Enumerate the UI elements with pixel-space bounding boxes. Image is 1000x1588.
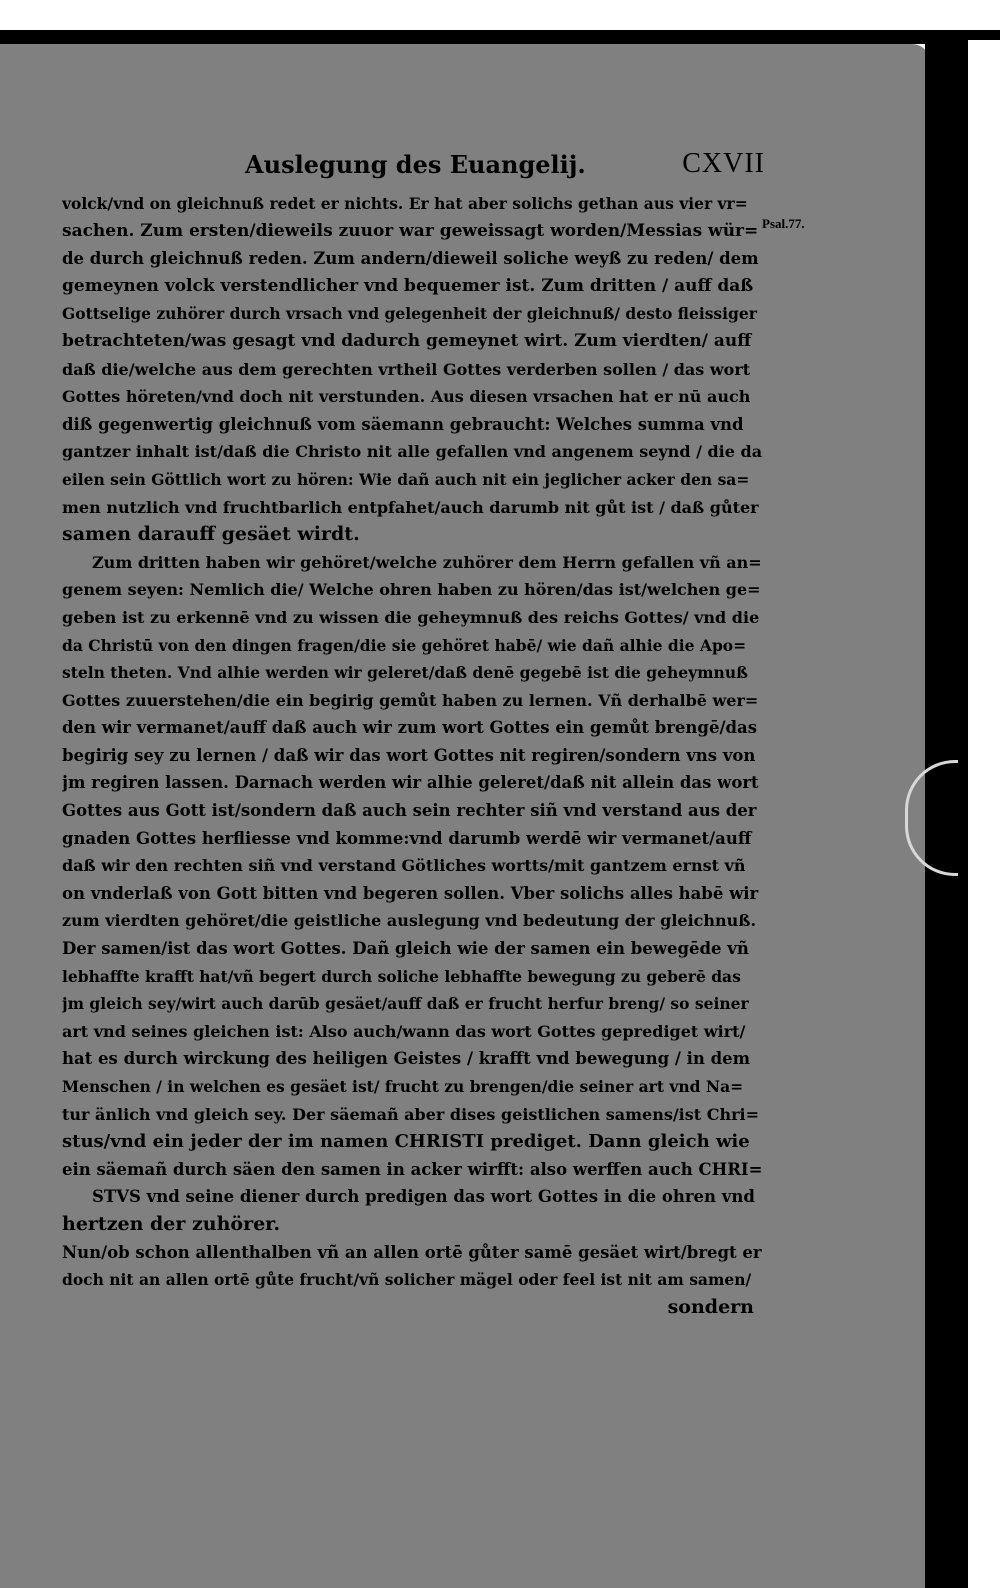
scan-background-right — [968, 40, 1000, 1588]
text-line: tur änlich vnd gleich sey. Der säemañ aber dises geistlichen samens/ist Chri= — [62, 1104, 759, 1124]
text-line: stus/vnd ein jeder der im namen CHRISTI prediget. Dann gleich wie — [62, 1131, 750, 1153]
text-line: Nun/ob schon allenthalben vñ an allen ortē gůter samē gesäet wirt/bregt er — [62, 1242, 762, 1262]
text-line: sondern — [667, 1295, 754, 1318]
folio-number: CXVII — [682, 148, 765, 179]
text-line: gemeynen volck verstendlicher vnd bequemer ist. Zum dritten / auff daß — [62, 275, 754, 296]
text-line: Gottselige zuhörer durch vrsach vnd gelegenheit der gleichnuß/ desto fleissiger — [62, 304, 757, 324]
text-line: ein säemañ durch säen den samen in acker wirfft: also werffen auch CHRI= — [62, 1159, 762, 1179]
text-line: Gottes höreten/vnd doch nit verstunden. Aus diesen vrsachen hat er nū auch — [62, 387, 751, 407]
text-line: Gottes zuuerstehen/die ein begirig gemůt haben zu lernen. Vñ derhalbē wer= — [62, 690, 759, 710]
text-line: steln theten. Vnd alhie werden wir geleret/daß denē gegebē ist die geheymnuß — [62, 663, 748, 683]
text-line: Zum dritten haben wir gehöret/welche zuhörer dem Herrn gefallen vñ an= — [92, 552, 762, 572]
text-line: STVS vnd seine diener durch predigen das wort Gottes in die ohren vnd — [92, 1187, 755, 1207]
text-line: lebhaffte krafft hat/vñ begert durch soliche lebhaffte bewegung zu geberē das — [62, 966, 741, 986]
text-line: volck/vnd on gleichnuß redet er nichts. Er hat aber solichs gethan aus vier vr= — [62, 194, 748, 213]
running-title: Auslegung des Euangelij. — [245, 150, 586, 179]
text-line: zum vierdten gehöret/die geistliche auslegung vnd bedeutung der gleichnuß. — [62, 911, 757, 931]
text-line: eilen sein Göttlich wort zu hören: Wie dañ auch nit ein jeglicher acker den sa= — [62, 469, 750, 489]
running-head — [60, 150, 765, 184]
text-line: betrachteten/was gesagt vnd dadurch gemeynet wirt. Zum vierdten/ auff — [62, 330, 752, 351]
text-line: hertzen der zuhörer. — [62, 1212, 281, 1235]
body-text — [62, 190, 762, 1321]
text-line: sachen. Zum ersten/dieweils zuuor war geweissagt worden/Messias wür= — [62, 220, 759, 241]
margin-note: Psal.77. — [762, 216, 805, 231]
text-line: diß gegenwertig gleichnuß vom säemann gebraucht: Welches summa vnd — [62, 414, 744, 434]
text-line: daß wir den rechten siñ vnd verstand Götliches wortts/mit gantzem ernst vñ — [62, 856, 746, 876]
text-line: begirig sey zu lernen / daß wir das wort Gottes nit regiren/sondern vns von — [62, 745, 756, 765]
text-line: on vnderlaß von Gott bitten vnd begeren sollen. Vber solichs alles habē wir — [62, 883, 759, 903]
text-line: Der samen/ist das wort Gottes. Dañ gleich wie der samen ein bewegēde vñ — [62, 939, 749, 959]
text-line: genem seyen: Nemlich die/ Welche ohren haben zu hören/das ist/welchen ge= — [62, 580, 761, 600]
text-line: Gottes aus Gott ist/sondern daß auch sein rechter siñ vnd verstand aus der — [62, 801, 757, 821]
text-line: da Christū von den dingen fragen/die sie gehöret habē/ wie dañ alhie die Apo= — [62, 635, 747, 655]
text-line: jm gleich sey/wirt auch darūb gesäet/auff daß er frucht herfur breng/ so seiner — [62, 994, 749, 1014]
text-line: samen darauff gesäet wirdt. — [62, 523, 360, 546]
text-line: hat es durch wirckung des heiligen Geistes / krafft vnd bewegung / in dem — [62, 1049, 751, 1069]
text-line: daß die/welche aus dem gerechten vrtheil Gottes verderben sollen / das wort — [62, 359, 751, 379]
text-line: Menschen / in welchen es gesäet ist/ frucht zu brengen/die seiner art vnd Na= — [62, 1077, 744, 1096]
text-line: den wir vermanet/auff daß auch wir zum wort Gottes ein gemůt brengē/das — [62, 718, 757, 738]
page-top-edge — [0, 30, 1000, 44]
text-line: gantzer inhalt ist/daß die Christo nit alle gefallen vnd angenem seynd / die da — [62, 442, 762, 462]
text-line: jm regiren lassen. Darnach werden wir alhie geleret/daß nit allein das wort — [62, 773, 759, 793]
text-line: men nutzlich vnd fruchtbarlich entpfahet/auch darumb nit gůt ist / daß gůter — [62, 497, 759, 517]
text-line: de durch gleichnuß reden. Zum andern/dieweil soliche weyß zu reden/ dem — [62, 249, 759, 269]
text-line: gnaden Gottes herfliesse vnd komme:vnd darumb werdē wir vermanet/auff — [62, 828, 752, 848]
text-line: geben ist zu erkennē vnd zu wissen die geheymnuß des reichs Gottes/ vnd die — [62, 607, 760, 627]
text-line: art vnd seines gleichen ist: Also auch/wann das wort Gottes geprediget wirt/ — [62, 1021, 746, 1041]
text-line: doch nit an allen ortē gůte frucht/vñ solicher mägel oder feel ist nit am samen/ — [62, 1270, 752, 1290]
